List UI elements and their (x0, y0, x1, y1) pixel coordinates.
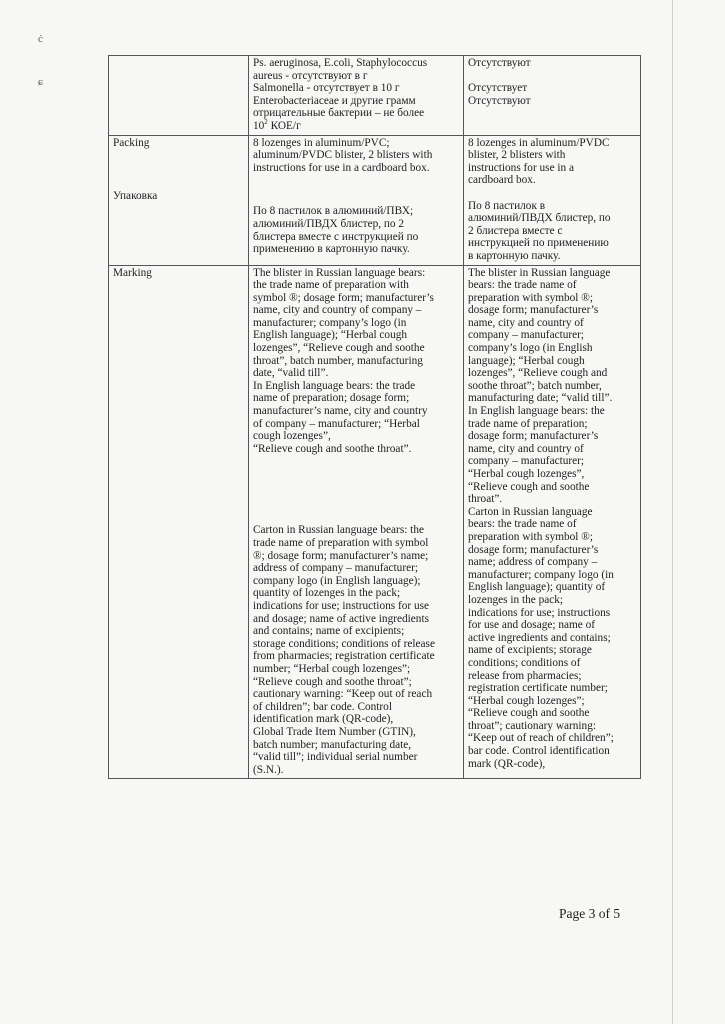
text-line: в картонную пачку. (468, 249, 561, 262)
text-line: batch number; manufacturing date, (253, 738, 412, 751)
text-line: symbol ®; dosage form; manufacturer’s (253, 291, 434, 304)
specification-table (108, 55, 641, 779)
text-line: instructions for use in a (468, 161, 575, 174)
text-line: language); “Herbal cough (468, 354, 585, 367)
text-line: throat”. (468, 493, 503, 506)
text-line: “Relieve cough and soothe (468, 480, 590, 493)
text-line: name; address of company – (468, 556, 598, 569)
text-line: cautionary warning: “Keep out of reach (253, 688, 433, 701)
scan-edge-line (672, 0, 673, 1024)
text-line: In English language bears: the (468, 405, 605, 418)
text-line: aureus - отсутствуют в г (253, 69, 368, 82)
text-line: preparation with symbol ®; (468, 291, 593, 304)
text-line: company’s logo (in English (468, 342, 593, 355)
text-line: trade name of preparation with symbol (253, 537, 429, 549)
text-line: for use and dosage; name of (468, 619, 596, 632)
text-line: “Herbal cough lozenges”; (468, 694, 585, 707)
text-line: bar code. Control identification (468, 745, 610, 758)
text-line: инструкцией по применению (468, 237, 609, 250)
result-cell-microbiology (464, 56, 641, 136)
text-line: name, city and country of (468, 442, 584, 455)
text-line: blister, 2 blisters with (468, 149, 566, 162)
text-line: (S.N.). (253, 763, 284, 776)
text-line: 2 блистера вместе с (468, 224, 563, 237)
text-line: блистера вместе с инструкцией по (253, 230, 419, 243)
result-line: Отсутствует (468, 82, 528, 95)
cfu-limit-line (253, 120, 459, 133)
text-line: lozenges”, “Relieve cough and soothe (253, 342, 425, 355)
text-line: name of excipients; storage (468, 644, 592, 657)
text-line: применению в картонную пачку. (253, 243, 410, 256)
text-line: In English language bears: the trade (253, 379, 416, 392)
margin-mark: ċ (38, 33, 43, 45)
text-line: instructions for use in a cardboard box. (253, 161, 430, 174)
text-line: quantity of lozenges in the pack; (253, 587, 401, 600)
text-line: name of preparation; dosage form; (253, 392, 410, 405)
text-line: bears: the trade name of (468, 279, 577, 292)
text-line: Ps. aeruginosa, E.coli, Staphylococcus (253, 57, 428, 69)
table-row-packing (109, 135, 641, 265)
text-line: ®; dosage form; manufacturer’s name; (253, 549, 429, 562)
result-line: Отсутствуют (468, 94, 531, 107)
text-line: of company – manufacturer; “Herbal (253, 417, 420, 430)
text-line: preparation with symbol ®; (468, 530, 593, 543)
text-line: aluminum/PVDC blister, 2 blisters with (253, 149, 433, 162)
text-line: from pharmacies; registration certificate (253, 650, 435, 663)
table-row-marking (109, 265, 641, 779)
text-line: release from pharmacies; (468, 669, 582, 682)
text-line: 8 lozenges in aluminum/PVC; (253, 136, 390, 149)
text-line: name, city and country of company – (253, 304, 422, 317)
row-label-ru: Упаковка (113, 190, 158, 203)
text-line: 8 lozenges in aluminum/PVDC (468, 136, 610, 149)
text-line: dosage form; manufacturer’s (468, 543, 599, 556)
result-cell-packing (464, 135, 641, 265)
text-line: mark (QR-code), (468, 757, 546, 770)
text-line: and dosage; name of active ingredients (253, 612, 429, 625)
row-label: Marking (113, 266, 152, 279)
text-line: indications for use; instructions for use (253, 599, 430, 612)
text-line: cough lozenges”, (253, 430, 331, 443)
text-line: manufacturing date; “valid till”. (468, 392, 613, 405)
cfu-unit: КОЕ/г (267, 119, 301, 132)
text-line: “Relieve cough and soothe (468, 707, 590, 720)
text-line: Salmonella - отсутствует в 10 г (253, 82, 400, 95)
text-line: По 8 пастилок в алюминий/ПВХ; (253, 205, 414, 218)
label-cell-packing (109, 135, 249, 265)
text-line: “valid till”; individual serial number (253, 751, 418, 764)
text-line: manufacturer; company’s logo (in (253, 316, 407, 329)
text-line: The blister in Russian language (468, 266, 611, 279)
text-line: throat”, batch number, manufacturing (253, 354, 423, 367)
text-line: The blister in Russian language bears: (253, 266, 426, 279)
text-line: Carton in Russian language bears: the (253, 524, 424, 537)
spec-cell-marking (249, 265, 464, 779)
text-line: cardboard box. (468, 174, 536, 187)
text-line: English language); “Herbal cough (253, 329, 408, 342)
text-line: company logo (in English language); (253, 574, 421, 587)
text-line: English language); quantity of (468, 581, 606, 594)
text-line: “Keep out of reach of children”; (468, 732, 614, 745)
text-line: manufacturer; company logo (in (468, 568, 614, 581)
text-line: address of company – manufacturer; (253, 562, 418, 575)
text-line: manufacturer’s name, city and country (253, 405, 428, 418)
page-number: Page 3 of 5 (559, 906, 621, 921)
label-cell-marking (109, 265, 249, 779)
text-line: lozenges in the pack; (468, 593, 564, 606)
text-line: throat”; cautionary warning: (468, 719, 596, 732)
text-line: “Relieve cough and soothe throat”. (253, 442, 412, 455)
text-line: registration certificate number; (468, 682, 608, 695)
text-line: identification mark (QR-code), (253, 713, 394, 726)
result-line: Отсутствуют (468, 57, 531, 69)
text-line: “Relieve cough and soothe throat”; (253, 675, 412, 688)
text-line: active ingredients and contains; (468, 631, 611, 644)
text-line: company – manufacturer; (468, 455, 585, 468)
text-line: По 8 пастилок в (468, 199, 546, 212)
text-line: dosage form; manufacturer’s (468, 304, 599, 317)
cfu-base: 10 (253, 119, 265, 132)
text-line: bears: the trade name of (468, 518, 577, 531)
text-line: “Herbal cough lozenges”, (468, 468, 585, 480)
text-line: date, “valid till”. (253, 367, 329, 380)
text-line: indications for use; instructions (468, 606, 611, 619)
cfu-exponent: 2 (264, 118, 268, 127)
text-line: lozenges”, “Relieve cough and (468, 367, 608, 380)
text-line: Global Trade Item Number (GTIN), (253, 725, 416, 738)
row-label-en: Packing (113, 136, 150, 149)
spec-cell-packing (249, 135, 464, 265)
result-cell-marking (464, 265, 641, 779)
text-line: company – manufacturer; (468, 329, 585, 342)
text-line: of children”; bar code. Control (253, 700, 392, 713)
margin-mark: ɕ (38, 76, 43, 88)
label-cell-empty (109, 56, 249, 136)
text-line: алюминий/ПВДХ блистер, по 2 (253, 217, 405, 230)
text-line: Carton in Russian language (468, 505, 593, 518)
text-line: trade name of preparation; (468, 417, 588, 430)
text-line: number; “Herbal cough lozenges”; (253, 662, 411, 675)
text-line: отрицательные бактерии – не более (253, 107, 425, 120)
text-line: Enterobacteriaceae и другие грамм (253, 94, 416, 107)
text-line: soothe throat”; batch number, (468, 379, 602, 392)
text-line: storage conditions; conditions of release (253, 637, 435, 650)
text-line: and contains; name of excipients; (253, 625, 405, 638)
text-line: the trade name of preparation with (253, 279, 409, 292)
text-line: dosage form; manufacturer’s (468, 430, 599, 443)
table-row-microbiology (109, 56, 641, 136)
text-line: name, city and country of (468, 316, 584, 329)
text-line: алюминий/ПВДХ блистер, по (468, 212, 611, 225)
spec-cell-microbiology (249, 56, 464, 136)
text-line: conditions; conditions of (468, 656, 581, 669)
